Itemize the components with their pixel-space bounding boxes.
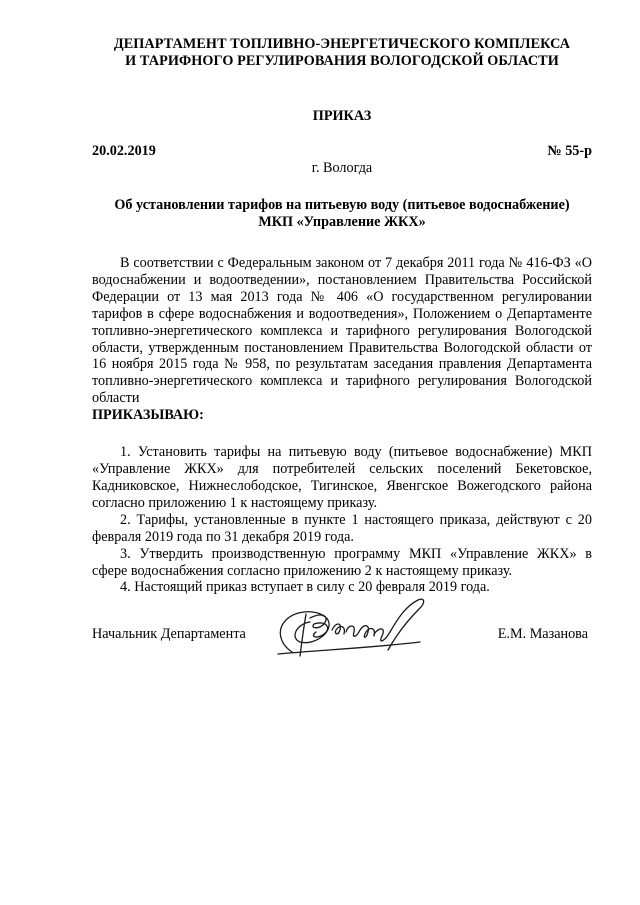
department-header: [92, 36, 592, 70]
decree-word: ПРИКАЗЫВАЮ:: [92, 407, 204, 424]
handwritten-signature: [270, 594, 450, 662]
order-item-4: 4. Настоящий приказ вступает в силу с 20 февраля 2019 года.: [120, 579, 490, 596]
preamble-paragraph: В соответствии с Федеральным законом от 7 декабря 2011 года № 416-ФЗ «О водоснабжении и водоотведении», постановлением Правительства Российской Федерации от 13 мая 2013 года № 406 «О государственном регулировании тарифов в сфере водоснабжения и водоотведения», Положением о Департаменте топливно-энергетического комплекса и тарифного регулирования Вологодской области, утвержденным постановлением Правительства Вологодской области от 16 ноября 2015 года № 958, по результатам заседания правления Департамента топливно-энергетического комплекса и тарифного регулирования Вологодской области: [92, 255, 592, 407]
signature-row: [92, 594, 592, 664]
order-meta-row: [92, 143, 592, 160]
order-subject-line-1: Об установлении тарифов на питьевую воду (питьевое водоснабжение): [114, 197, 570, 213]
signatory-name: Е.М. Мазанова: [497, 626, 588, 642]
order-city: г. Вологда: [311, 160, 373, 176]
order-item-1: 1. Установить тарифы на питьевую воду (питьевое водоснабжение) МКП «Управление ЖКХ» для потребителей сельских поселений Бекетовское, Кадниковское, Нижнеслободское, Тигинское, Явенгское Вожегодского района согласно приложению 1 к настоящему приказу.: [92, 444, 592, 511]
document-page: [92, 36, 592, 596]
department-header-line-1: ДЕПАРТАМЕНТ ТОПЛИВНО-ЭНЕРГЕТИЧЕСКОГО КОМПЛЕКСА: [113, 36, 571, 52]
order-number: № 55-р: [547, 143, 592, 159]
order-items: [92, 444, 592, 596]
order-item-3: 3. Утвердить производственную программу МКП «Управление ЖКХ» в сфере водоснабжения согласно приложению 2 к настоящему приказу.: [92, 545, 592, 579]
order-date: 20.02.2019: [92, 143, 156, 159]
department-header-line-2: И ТАРИФНОГО РЕГУЛИРОВАНИЯ ВОЛОГОДСКОЙ ОБЛАСТИ: [125, 53, 559, 69]
order-subject: [92, 197, 592, 231]
order-title: ПРИКАЗ: [312, 108, 372, 124]
order-subject-line-2: МКП «Управление ЖКХ»: [258, 214, 426, 230]
signatory-position: Начальник Департамента: [92, 626, 246, 642]
order-item-2: 2. Тарифы, установленные в пункте 1 настоящего приказа, действуют с 20 февраля 2019 года по 31 декабря 2019 года.: [92, 511, 592, 545]
